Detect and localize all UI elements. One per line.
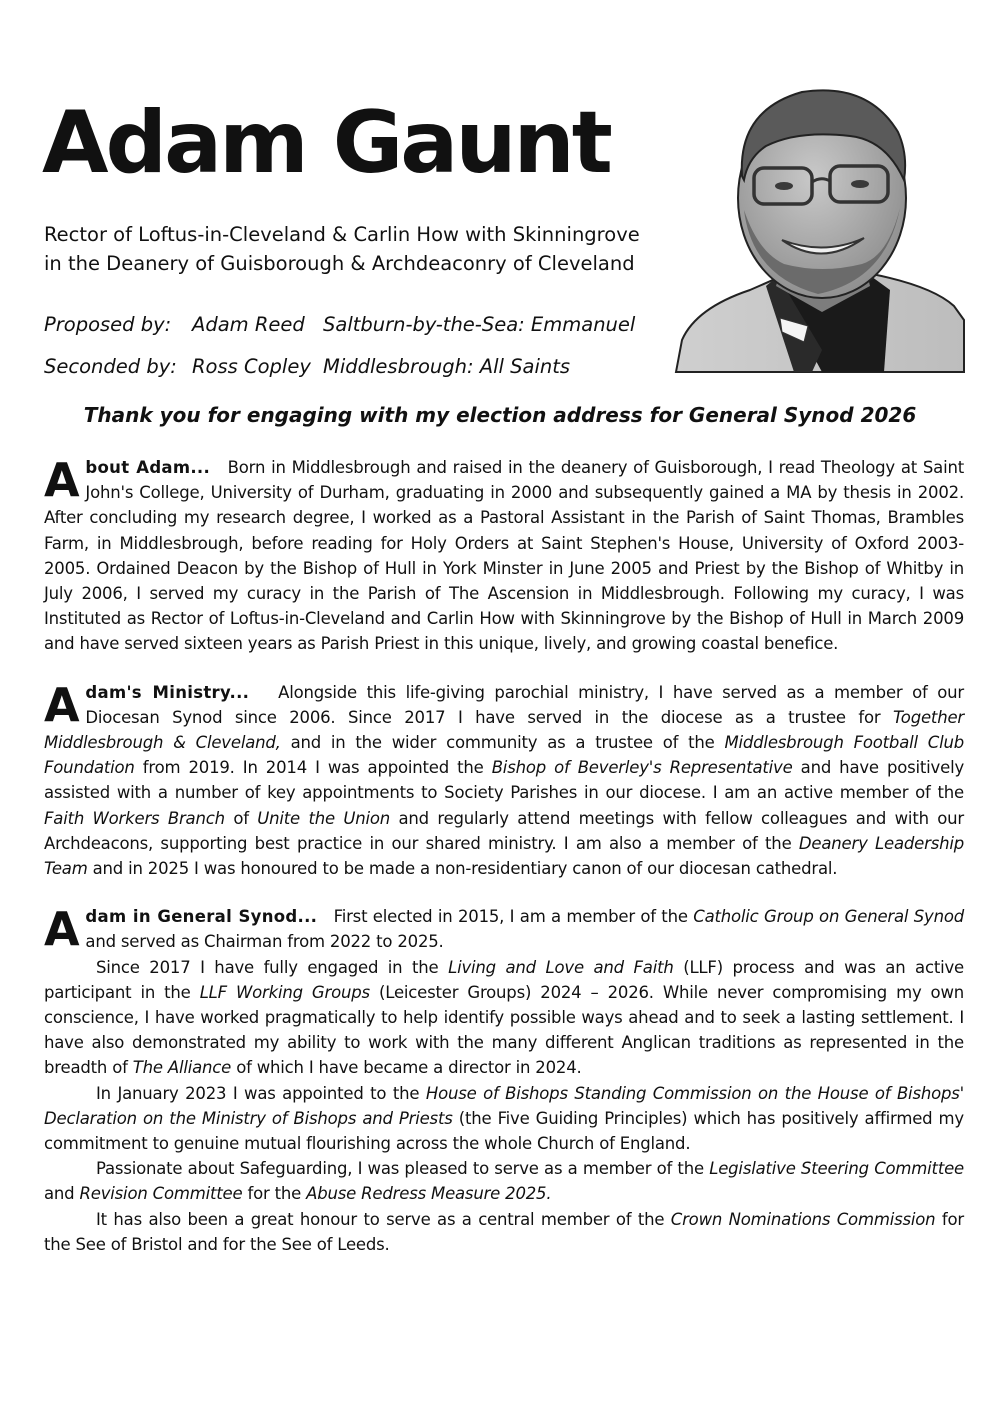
synod-paragraph-3: [44, 1081, 964, 1157]
proposer-name: Adam Reed: [192, 313, 305, 336]
synod-p5-text-2: for the See of Bristol and for the See of Leeds.: [44, 1209, 964, 1254]
candidate-role: [44, 220, 704, 278]
ministry-text-2: and in the wider community as a trustee of the: [290, 733, 715, 753]
address-body: [44, 455, 964, 1280]
seconded-label: Seconded by:: [44, 355, 177, 378]
synod-paragraph-4: [44, 1156, 964, 1206]
seconder-name: Ross Copley: [192, 355, 311, 378]
ministry-text-5: of: [233, 808, 249, 828]
about-lead: bout Adam...: [85, 458, 211, 477]
proposer-parish: Saltburn-by-the-Sea: Emmanuel: [323, 313, 636, 336]
synod-text-1: First elected in 2015, I am a member of the: [333, 907, 688, 927]
ministry-italic-4: Faith Workers Branch: [44, 808, 225, 828]
thanks-heading: Thank you for engaging with my election address for General Synod 2026: [83, 403, 917, 427]
ministry-text-7: and in 2025 I was honoured to be made a non-residentiary canon of our diocesan cathedral.: [92, 859, 838, 879]
synod-p3-text-1: In January 2023 I was appointed to the: [96, 1083, 420, 1103]
role-line-1: Rector of Loftus-in-Cleveland & Carlin How with Skinningrove: [44, 223, 640, 246]
role-line-2: in the Deanery of Guisborough & Archdeaconry of Cleveland: [44, 252, 635, 275]
section-ministry: [44, 677, 965, 882]
seconded-row: [44, 346, 635, 388]
ministry-italic-1: Together Middlesbrough & Cleveland,: [44, 707, 964, 753]
synod-p4-italic-2: Revision Committee: [79, 1184, 243, 1204]
ministry-lead: dam's Ministry...: [85, 682, 250, 702]
synod-text-2: and served as Chairman from 2022 to 2025.: [85, 932, 444, 952]
proposed-row: [44, 304, 635, 346]
ministry-text-1: Alongside this life-giving parochial ministry, I have served as a member of our Diocesan Synod since 2006. Since 2017 I have served in the diocese as a trustee for: [85, 682, 964, 727]
ministry-dropcap: A: [44, 677, 80, 732]
synod-italic-1: Catholic Group on General Synod: [693, 907, 964, 927]
ministry-italic-3: Bishop of Beverley's Representative: [491, 758, 793, 778]
synod-paragraph-2: [44, 955, 964, 1081]
synod-p3-text-2: (the Five Guiding Principles) which has positively affirmed my commitment to genuine mutual flourishing across the whole Church of England.: [44, 1108, 964, 1154]
synod-p2-text-3: (Leicester Groups) 2024 – 2026. While never compromising my own conscience, I have worked pragmatically to help identify possible ways ahead and to seek a lasting settlement. I have also demonstrated my ability to work with the many different Anglican traditions as represented in the breadth of: [44, 982, 965, 1078]
nominations: [44, 304, 635, 388]
section-about: [44, 455, 964, 657]
synod-p2-italic-3: The Alliance: [132, 1058, 232, 1078]
synod-p4-text-1: Passionate about Safeguarding, I was pleased to serve as a member of the: [96, 1159, 704, 1179]
synod-p4-italic-1: Legislative Steering Committee: [709, 1159, 964, 1179]
synod-p4-italic-3: Abuse Redress Measure 2025.: [306, 1184, 552, 1204]
synod-paragraph-1: [44, 902, 964, 957]
ministry-italic-6: Deanery Leadership Team: [44, 833, 965, 879]
synod-p2-italic-1: Living and Love and Faith: [448, 957, 674, 977]
synod-p4-text-3: for the: [247, 1184, 302, 1204]
synod-p5-text-1: It has also been a great honour to serve as a central member of the: [96, 1209, 665, 1229]
candidate-photo: [672, 80, 966, 374]
synod-paragraph-5: [44, 1207, 964, 1257]
proposed-label: Proposed by:: [44, 313, 172, 336]
ministry-italic-5: Unite the Union: [257, 808, 391, 828]
synod-p2-text-4: of which I have became a director in 2024.: [236, 1058, 582, 1078]
synod-p5-italic-1: Crown Nominations Commission: [670, 1209, 936, 1229]
synod-p2-italic-2: LLF Working Groups: [199, 982, 370, 1002]
section-synod: [44, 904, 964, 1257]
ministry-text-4: and have positively assisted with a number of key appointments to Society Parishes in our diocese. I am an active member of the: [44, 758, 965, 803]
synod-lead: dam in General Synod...: [85, 907, 318, 927]
about-dropcap: A: [44, 453, 80, 507]
synod-p3-italic-1: House of Bishops Standing Commission on the House of Bishops' Declaration on the Ministry of Bishops and Priests: [44, 1083, 965, 1128]
candidate-name: Adam Gaunt: [42, 93, 610, 193]
ministry-text-3: from 2019. In 2014 I was appointed the: [142, 758, 484, 778]
seconder-parish: Middlesbrough: All Saints: [323, 355, 571, 378]
synod-p2-text-1: Since 2017 I have fully engaged in the: [96, 957, 439, 977]
about-text: Born in Middlesbrough and raised in the deanery of Guisborough, I read Theology at Saint John's College, University of Durham, graduating in 2000 and subsequently gained a MA by thesis in 2002. After concluding my research degree, I worked as a Pastoral Assistant in the Parish of Saint Thomas, Brambles Farm, in Middlesbrough, before reading for Holy Orders at Saint Stephen's House, University of Oxford 2003-2005. Ordained Deacon by the Bishop of Hull in York Minster in June 2005 and Priest by the Bishop of Whitby in July 2006, I served my curacy in the Parish of The Ascension in Middlesbrough. Following my curacy, I was Instituted as Rector of Loftus-in-Cleveland and Carlin How with Skinningrove by the Bishop of Hull in March 2009 and have served sixteen years as Parish Priest in this unique, lively, and growing coastal benefice.: [44, 458, 964, 654]
ministry-italic-2: Middlesbrough Football Club Foundation: [44, 733, 964, 778]
synod-dropcap: A: [44, 902, 80, 957]
synod-p2-text-2: (LLF) process and was an active participant in the: [44, 957, 964, 1002]
synod-p4-text-2: and: [44, 1184, 75, 1204]
ministry-text-6: and regularly attend meetings with fellow colleagues and with our Archdeacons, supporting best practice in our shared ministry. I am also a member of the: [44, 808, 965, 853]
